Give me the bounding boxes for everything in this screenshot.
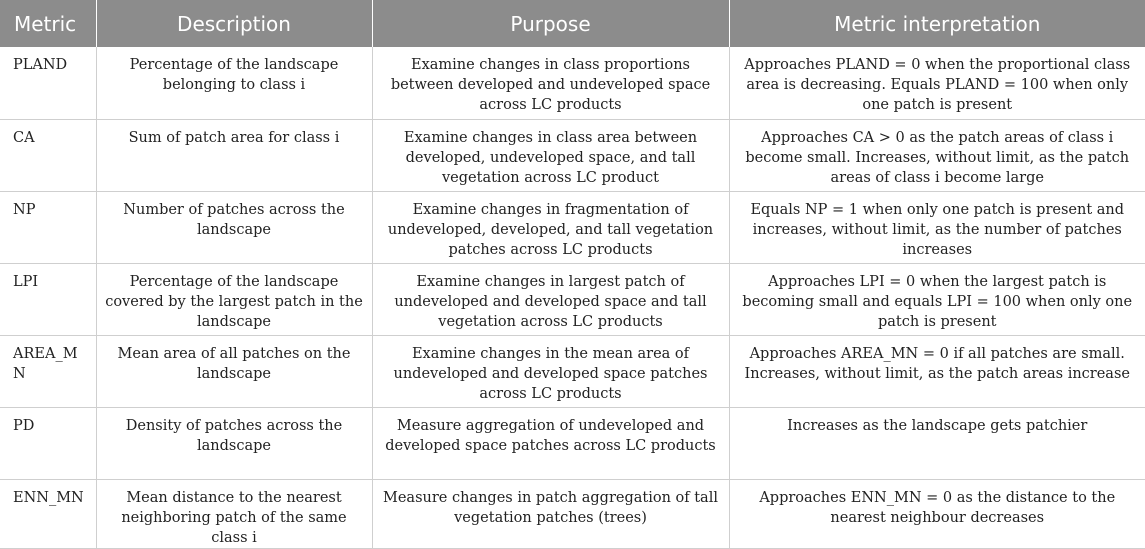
header-interpretation: Metric interpretation	[729, 0, 1145, 47]
cell-interpretation: Approaches AREA_MN = 0 if all patches are small. Increases, without limit, as the patch areas increase	[729, 335, 1145, 407]
cell-description: Mean area of all patches on the landscape	[96, 335, 372, 407]
table-row	[0, 479, 1145, 548]
cell-metric: PD	[0, 407, 96, 479]
cell-purpose: Examine changes in fragmentation of undeveloped, developed, and tall vegetation patches across LC products	[372, 191, 729, 263]
header-metric: Metric	[0, 0, 96, 47]
header-row	[0, 0, 1145, 47]
cell-metric: AREA_MN	[0, 335, 96, 407]
table-row	[0, 47, 1145, 119]
cell-interpretation: Approaches LPI = 0 when the largest patch is becoming small and equals LPI = 100 when only one patch is present	[729, 263, 1145, 335]
cell-purpose: Examine changes in class proportions between developed and undeveloped space across LC products	[372, 47, 729, 119]
cell-metric: CA	[0, 119, 96, 191]
cell-description: Percentage of the landscape belonging to class i	[96, 47, 372, 119]
cell-metric: LPI	[0, 263, 96, 335]
cell-description: Mean distance to the nearest neighboring patch of the same class i	[96, 479, 372, 548]
table-row	[0, 191, 1145, 263]
cell-metric: NP	[0, 191, 96, 263]
cell-description: Density of patches across the landscape	[96, 407, 372, 479]
cell-description: Number of patches across the landscape	[96, 191, 372, 263]
cell-metric: ENN_MN	[0, 479, 96, 548]
cell-interpretation: Approaches CA > 0 as the patch areas of class i become small. Increases, without limit, as the patch areas of class i become large	[729, 119, 1145, 191]
header-description: Description	[96, 0, 372, 47]
cell-interpretation: Equals NP = 1 when only one patch is present and increases, without limit, as the number of patches increases	[729, 191, 1145, 263]
cell-interpretation: Approaches ENN_MN = 0 as the distance to the nearest neighbour decreases	[729, 479, 1145, 548]
table-row	[0, 119, 1145, 191]
cell-metric: PLAND	[0, 47, 96, 119]
table-row	[0, 335, 1145, 407]
cell-purpose: Examine changes in class area between developed, undeveloped space, and tall vegetation across LC product	[372, 119, 729, 191]
table-row	[0, 263, 1145, 335]
cell-interpretation: Approaches PLAND = 0 when the proportional class area is decreasing. Equals PLAND = 100 when only one patch is present	[729, 47, 1145, 119]
cell-description: Sum of patch area for class i	[96, 119, 372, 191]
table-row	[0, 407, 1145, 479]
cell-purpose: Examine changes in the mean area of undeveloped and developed space patches across LC products	[372, 335, 729, 407]
cell-purpose: Measure aggregation of undeveloped and developed space patches across LC products	[372, 407, 729, 479]
cell-interpretation: Increases as the landscape gets patchier	[729, 407, 1145, 479]
cell-description: Percentage of the landscape covered by the largest patch in the landscape	[96, 263, 372, 335]
cell-purpose: Measure changes in patch aggregation of tall vegetation patches (trees)	[372, 479, 729, 548]
header-purpose: Purpose	[372, 0, 729, 47]
cell-purpose: Examine changes in largest patch of undeveloped and developed space and tall vegetation across LC products	[372, 263, 729, 335]
